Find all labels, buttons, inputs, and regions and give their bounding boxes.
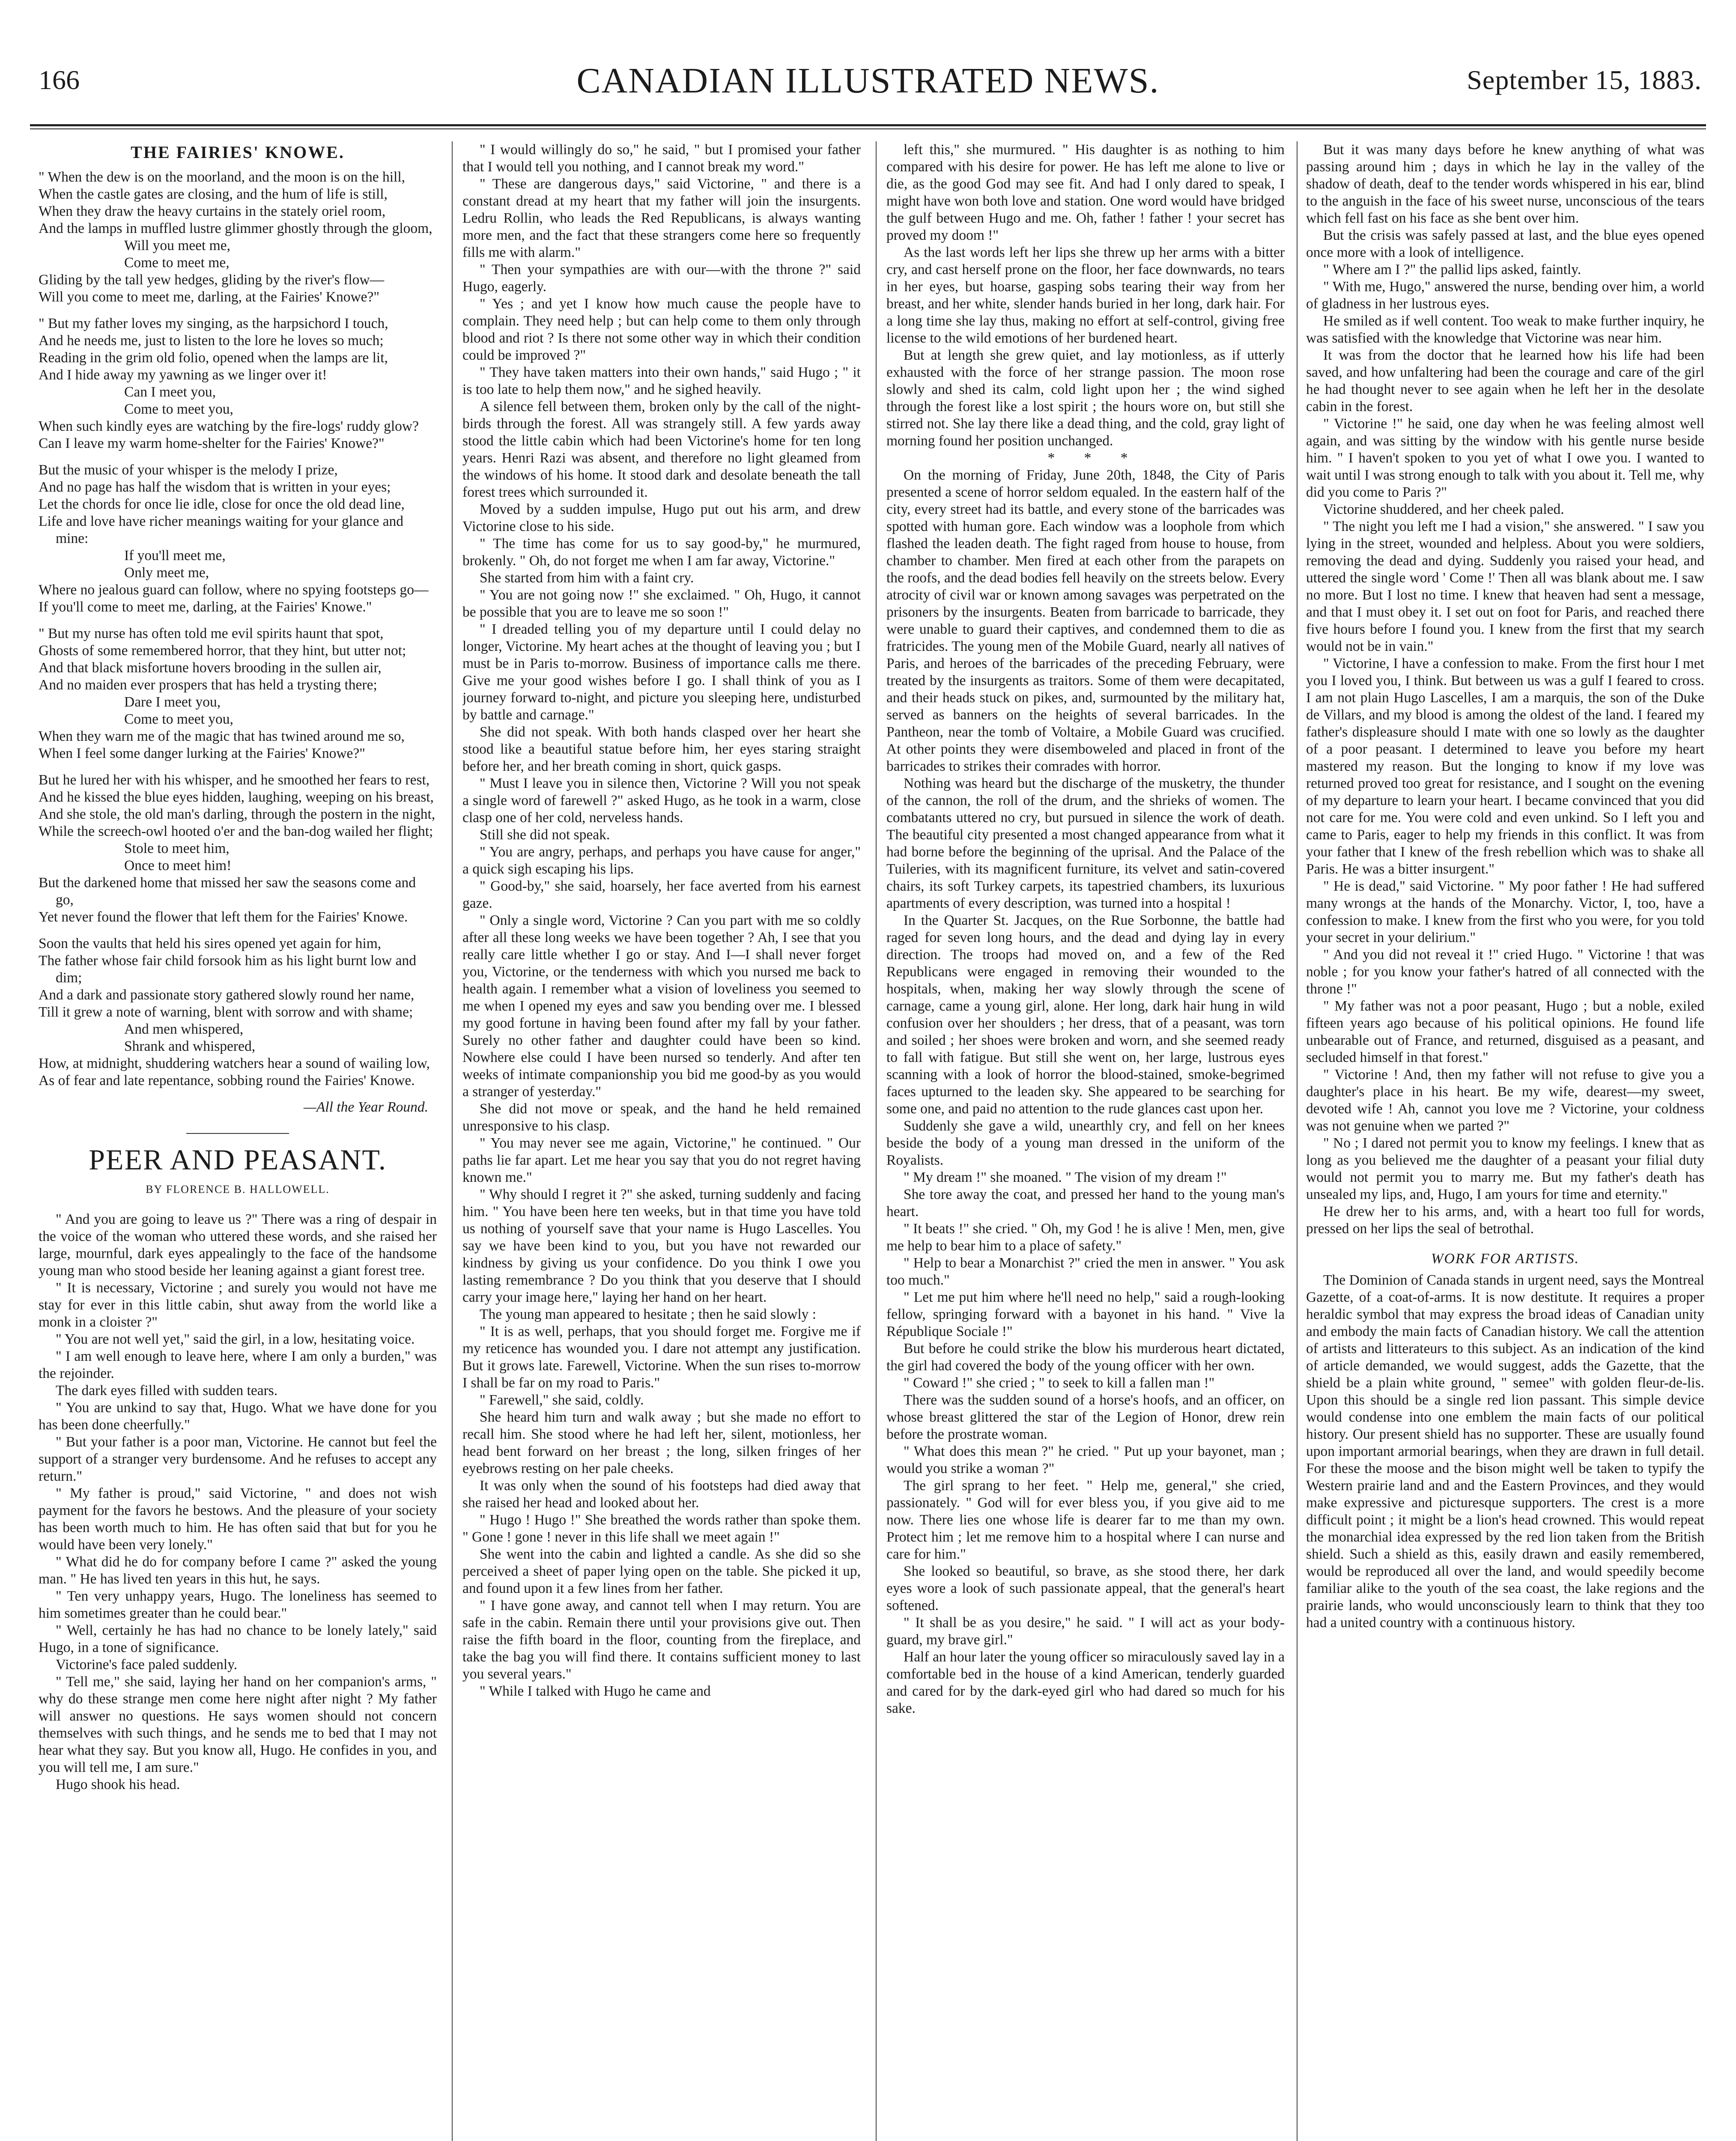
poem-line: " When the dew is on the moorland, and the moon is on the hill, [39,169,406,185]
paragraph: She went into the cabin and lighted a candle. As she did so she perceived a sheet of paper lying open on the table. She picked it up, and found upon it a few lines from her father. [462,1546,861,1596]
poem-line: When they draw the heavy curtains in the stately oriel room, [39,203,386,219]
column-2-text [462,141,861,1700]
paragraph: It was only when the sound of his footsteps had died away that she raised her head and looked about her. [462,1478,861,1511]
poem-line: If you'll come to meet me, darling, at the Fairies' Knowe." [39,599,372,615]
poem-line: And she stole, the old man's darling, through the postern in the night, [39,806,435,822]
paragraph: Moved by a sudden impulse, Hugo put out his arm, and drew Victorine close to his side. [462,501,861,534]
paragraph: " Where am I ?" the pallid lips asked, faintly. [1323,262,1581,277]
story-title: PEER AND PEASANT. [89,1143,387,1176]
paragraph: But it was many days before he knew anything of what was passing around him ; days in which he lay in the valley of the shadow of death, deaf to the tender words whispered in his ear, blind to the anguish in the face of his sweet nurse, unconscious of the tears which fell fast on his face as she bent over him. [1306,142,1704,226]
poem-line: Once to meet him! [124,858,232,874]
paragraph: " Well, certainly he has had no chance to be lonely lately," said Hugo, in a tone of significance. [39,1622,437,1655]
paragraph: " You are unkind to say that, Hugo. What we have done for you has been done cheerfully." [39,1400,437,1433]
poem-stanza [39,169,437,306]
paragraph: " Let me put him where he'll need no help," said a rough-looking fellow, springing forward with a bayonet in his hand. " Vive la République Sociale !" [886,1289,1285,1339]
story-byline: BY FLORENCE B. HALLOWELL. [146,1183,330,1196]
poem-line: Can I meet you, [124,384,216,400]
poem-stanza [39,625,437,762]
poem-line: How, at midnight, shuddering watchers hear a sound of wailing low, [39,1056,430,1071]
paragraph: There was the sudden sound of a horse's hoofs, and an officer, on whose breast glittered the star of the Legion of Honor, drew rein before the prostrate woman. [886,1392,1285,1442]
publication-title: CANADIAN ILLUSTRATED NEWS. [576,61,1160,101]
poem-line: " But my father loves my singing, as the harpsichord I touch, [39,316,388,331]
paragraph: " My father is proud," said Victorine, " and does not wish payment for the favors he bestows. And the pleasure of your society has been worth much to him. He has often said that but for you he would have been very lonely." [39,1485,437,1553]
paragraph: He smiled as if well content. Too weak to make further inquiry, he was satisfied with the knowledge that Victorine was near him. [1306,313,1704,346]
paragraph: But the crisis was safely passed at last, and the blue eyes opened once more with a look of intelligence. [1306,227,1704,260]
newspaper-page [30,17,1706,2141]
paragraph: " I would willingly do so," he said, " but I promised your father that I would tell you nothing, and I cannot break my word." [462,142,861,175]
poem-line: Let the chords for once lie idle, close for once the old dead line, [39,496,405,512]
paragraph: " With me, Hugo," answered the nurse, bending over him, a world of gladness in her lustrous eyes. [1306,279,1704,312]
paragraph: " Hugo ! Hugo !" She breathed the words rather than spoke them. " Gone ! gone ! never in this life shall we meet again !" [462,1512,861,1545]
poem-line: When they warn me of the magic that has twined around me so, [39,728,405,744]
poem-line: And no page has half the wisdom that is written in your eyes; [39,479,391,495]
paragraph: " Ten very unhappy years, Hugo. The loneliness has seemed to him sometimes greater than he could bear." [39,1588,437,1621]
poem-line: When such kindly eyes are watching by the fire-logs' ruddy glow? [39,418,419,434]
poem-line: " But my nurse has often told me evil spirits haunt that spot, [39,626,384,641]
poem-line: But he lured her with his whisper, and he smoothed her fears to rest, [39,772,430,788]
paragraph: She started from him with a faint cry. [480,570,694,586]
paragraph: He drew her to his arms, and, with a heart too full for words, pressed on her lips the seal of betrothal. [1306,1204,1704,1237]
masthead-rule-thin [30,128,1706,129]
page-number: 166 [39,65,80,95]
poem-line: Till it grew a note of warning, blent with sorrow and with shame; [39,1004,413,1020]
paragraph: " You are not well yet," said the girl, in a low, hesitating voice. [56,1331,415,1347]
paragraph: " I am well enough to leave here, where I am only a burden," was the rejoinder. [39,1348,437,1381]
paragraph: On the morning of Friday, June 20th, 1848, the City of Paris presented a scene of horror seldom equaled. In the eastern half of the city, every street had its battle, and every stone of the barricades was spotted with human gore. Each window was a loophole from which flashed the leaden death. The fight raged from house to house, from chamber to chamber. Men fired at each other from the parapets on the roofs, and the dead bodies fell heavily on the streets below. Every atrocity of civil war or known among savages was perpetrated on the prisoners by the insurgents. Beaten from barricade to barricade, they were unable to guard their captives, and condemned them to die as fratricides. The young men of the Mobile Guard, nearly all natives of Paris, and heroes of the barricades of the preceding February, were treated by the insurgents as traitors. Some of them were decapitated, and their heads stuck on pikes, and, surmounted by the military hat, served as banners on the heights of several barricades. In the Pantheon, near the tomb of Voltaire, a Mobile Guard was crucified. At other points they were disemboweled and placed in front of the barricades to strikes their comrades with horror. [886,467,1285,774]
paragraph: A silence fell between them, broken only by the call of the night-birds through the forest. All was strangely still. A few yards away stood the little cabin which had been Victorine's home for ten long years. Henri Razi was absent, and therefore no light gleamed from the windows of his home. It stood dark and desolate beneath the tall forest trees which surrounded it. [462,399,861,500]
poem-stanza [39,935,437,1089]
paragraph: The dark eyes filled with sudden tears. [56,1383,278,1399]
poem-line: Stole to meet him, [124,841,230,856]
poem-line: And I hide away my yawning as we linger over it! [39,367,327,383]
poem-line: Can I leave my warm home-shelter for the Fairies' Knowe?" [39,435,385,451]
column-divider [452,141,453,2141]
paragraph: Suddenly she gave a wild, unearthly cry, and fell on her knees beside the body of a young man dressed in the uniform of the Royalists. [886,1118,1285,1168]
masthead-rule [30,124,1706,126]
paragraph: * * * [1047,450,1141,466]
paragraph: " My dream !" she moaned. " The vision of my dream !" [904,1169,1227,1185]
poem-stanza [39,772,437,926]
paragraph: " Must I leave you in silence then, Victorine ? Will you not speak a single word of farewell ?" asked Hugo, as he took in a warm, close clasp one of her cold, nerveless hands. [462,775,861,826]
paragraph: " They have taken matters into their own hands," said Hugo ; " it is too late to help them now," and he sighed heavily. [462,364,861,397]
paragraph: The young man appeared to hesitate ; then he said slowly : [480,1306,817,1322]
paragraph: " Farewell," she said, coldly. [480,1392,644,1408]
paragraph: " Only a single word, Victorine ? Can you part with me so coldly after all these long weeks we have been together ? Ah, I see that you really care little whether I go or stay. And I—I shall never forget you, Victorine, or the tenderness with which you nursed me back to health again. I remember what a vision of loveliness you seemed to me when I opened my eyes and saw you bending over me. I blessed my good fortune in having been found after my fall by your father. Surely no other father and daughter could have been so kind. Nowhere else could I have been nursed so tenderly. And after ten weeks of intimate companionship you bid me good-by as you would a stranger of yesterday." [462,912,861,1100]
paragraph: Victorine shuddered, and her cheek paled. [1323,501,1564,517]
paragraph: " It beats !" she cried. " Oh, my God ! he is alive ! Men, men, give me help to bear him to a place of safety." [886,1221,1285,1254]
paragraph: " Coward !" she cried ; " to seek to kill a fallen man !" [904,1375,1215,1391]
paragraph: " You may never see me again, Victorine," he continued. " Our paths lie far apart. Let me hear you say that you do not regret having known me." [462,1135,861,1185]
paragraph: She looked so beautiful, so brave, as she stood there, her dark eyes wore a look of such passionate appeal, that the general's heart softened. [886,1563,1285,1613]
poem-line: If you'll meet me, [124,548,226,564]
poem-line: As of fear and late repentance, sobbing round the Fairies' Knowe. [39,1073,415,1088]
poem-line: Yet never found the flower that left them for the Fairies' Knowe. [39,909,408,925]
paragraph: " And you did not reveal it !" cried Hugo. " Victorine ! that was noble ; for you know your father's hatred of all connected with the throne !" [1306,947,1704,997]
poem-line: And men whispered, [124,1021,244,1037]
paragraph: " And you are going to leave us ?" There was a ring of despair in the voice of the woman who uttered these words, and she raised her large, mournful, dark eyes appealingly to the face of the handsome young man who stood beside her leaning against a giant forest tree. [39,1211,437,1279]
column-4 [1306,141,1704,2141]
paragraph: " What does this mean ?" he cried. " Put up your bayonet, man ; would you strike a woman ?" [886,1443,1285,1476]
poem-line: Shrank and whispered, [124,1038,256,1054]
paragraph: Still she did not speak. [480,827,610,843]
column-3-text [886,141,1285,1717]
paragraph: " He is dead," said Victorine. " My poor father ! He had suffered many wrongs at the hands of the Monarchy. Victor, I, too, have a confession to make. I knew from the first who you were, for you told your secret in your delirium." [1306,878,1704,945]
column-divider [1297,141,1298,2141]
poem-line: Gliding by the tall yew hedges, gliding by the river's flow— [39,272,385,288]
paragraph: " My father was not a poor peasant, Hugo ; but a noble, exiled fifteen years ago because of his political opinions. He found life unbearable out of France, and returned, disguised as a peasant, and secluded himself in that forest." [1306,998,1704,1065]
paragraph: " The night you left me I had a vision," she answered. " I saw you lying in the street, wounded and helpless. About you were soldiers, removing the dead and dying. Suddenly you raised your head, and uttered the single word ' Come !' Then all was blank about me. I saw no more. But I lost no time. I knew that heaven had sent a message, and that I must obey it. I set out on foot for Paris, and reached there five hours before I found you. I knew from the first that my search would not be in vain." [1306,519,1704,654]
paragraph: " Help to bear a Monarchist ?" cried the men in answer. " You ask too much." [886,1255,1285,1288]
poem-line: Where no jealous guard can follow, where no spying footsteps go— [39,582,429,598]
poem-credit: —All the Year Round. [304,1099,428,1115]
paragraph: " Why should I regret it ?" she asked, turning suddenly and facing him. " You have been here ten weeks, but in that time you have told us nothing of yourself save that your name is Hugo Lascelles. You say we have been kind to you, but you have not rewarded our kindness by giving us your confidence. Do you think I owe you lasting remembrance ? Do you think that you deserve that I should carry your image here," laying her hand on her heart. [462,1187,861,1305]
poem-line: And he needs me, just to listen to the lore he loves so much; [39,333,384,349]
paragraph: As the last words left her lips she threw up her arms with a bitter cry, and cast herself prone on the floor, her face downwards, no tears in her eyes, but hoarse, gasping sobs tearing their way from her breast, and her white, slender hands buried in her long, dark hair. For a long time she lay thus, making no effort at self-control, giving free license to the wild emotions of her burdened heart. [886,245,1285,346]
poem-line: Reading in the grim old folio, opened when the lamps are lit, [39,350,388,366]
column-1-text [39,1211,437,1793]
poem-line: But the music of your whisper is the melody I prize, [39,462,338,478]
poem-line: Will you meet me, [124,238,230,253]
poem-line: Ghosts of some remembered horror, that they hint, but utter not; [39,643,406,659]
poem-line: And that black misfortune hovers brooding in the sullen air, [39,660,382,676]
paragraph: She tore away the coat, and pressed her hand to the young man's heart. [886,1187,1285,1220]
paragraph: " It shall be as you desire," he said. " I will act as your body-guard, my brave girl." [886,1615,1285,1648]
poem-body [39,169,437,1089]
article-text [1306,1272,1704,1631]
paragraph: In the Quarter St. Jacques, on the Rue Sorbonne, the battle had raged for seven long hours, and the dead and dying lay in every direction. The troops had moved on, and a few of the Red Republicans were engaged in removing their wounded to the hospitals, when, making her way slowly through the scene of carnage, came a young girl, alone. Her long, dark hair hung in wild confusion over her shoulders ; her dress, that of a peasant, was torn and soiled ; her shoes were broken and worn, and she seemed ready to fall with fatigue. But still she went on, her large, lustrous eyes scanning with a look of horror the blood-stained, smoke-begrimed faces upturned to the leaden sky. She appeared to be searching for some one, and paid no attention to the rude glances cast upon her. [886,912,1285,1117]
issue-date: September 15, 1883. [1467,65,1702,95]
paragraph: She did not speak. With both hands clasped over her heart she stood like a beautiful statue before him, her eyes staring straight before her, and her breath coming in short, quick gasps. [462,724,861,774]
paragraph: " Victorine, I have a confession to make. From the first hour I met you I loved you, I think. But between us was a gulf I feared to cross. I am not plain Hugo Lascelles, I am a marquis, the son of the Duke de Villars, and my blood is among the oldest of the land. I feared my father's displeasure should I mate with one so lowly as the daughter of a poor peasant. I determined to leave you before my heart mastered my reason. But the longing to know if my love was returned proved too great for resistance, and I sought on the evening of my departure to learn your heart. I became convinced that you did not care for me. You were cold and even unkind. So I left you and came to Paris, eager to help my friends in this conflict. It was from your father that I knew of the fresh rebellion which was to shake all Paris. He was a bitter insurgent." [1306,656,1704,877]
paragraph: " You are angry, perhaps, and perhaps you have cause for anger," a quick sigh escaping his lips. [462,844,861,877]
paragraph: " But your father is a poor man, Victorine. He cannot but feel the support of a stranger very burdensome. And he refuses to accept any return." [39,1434,437,1484]
column-1 [39,141,437,2141]
poem-line: Soon the vaults that held his sires opened yet again for him, [39,936,382,951]
poem-stanza [39,315,437,452]
paragraph: Hugo shook his head. [56,1777,180,1792]
paragraph: She heard him turn and walk away ; but she made no effort to recall him. She stood where he had left her, silent, motionless, her head bent forward on her breast ; the long, silken fringes of her eyebrows resting on her pale cheeks. [462,1409,861,1476]
paragraph: But at length she grew quiet, and lay motionless, as if utterly exhausted with the force of her strange passion. The moon rose slowly and shed its calm, cold light upon her ; the wind sighed through the forest like a lost spirit ; the hours wore on, but still she stirred not. She lay there like a dead thing, and the cold, gray light of morning found her position unchanged. [886,347,1285,449]
paragraph: left this," she murmured. " His daughter is as nothing to him compared with his desire for power. He has left me alone to live or die, as the good God may see fit. And had I only dared to speak, I might have won both love and station. One word would have bridged the gulf between Hugo and me. Oh, father ! father ! your secret has proved my doom !" [886,142,1285,243]
poem-line: Life and love have richer meanings waiting for your glance and mine: [39,513,404,546]
paragraph: " The time has come for us to say good-by," he murmured, brokenly. " Oh, do not forget me when I am far away, Victorine." [462,536,861,569]
column-2 [462,141,861,2141]
poem-stanza [39,462,437,616]
paragraph: " You are not going now !" she exclaimed. " Oh, Hugo, it cannot be possible that you are to leave me so soon !" [462,587,861,620]
poem-line: And no maiden ever prospers that has held a trysting there; [39,677,377,693]
poem-line: And he kissed the blue eyes hidden, laughing, weeping on his breast, [39,789,434,805]
poem-line: Only meet me, [124,565,209,581]
column-4-text [1306,141,1704,1237]
paragraph: " I have gone away, and cannot tell when I may return. You are safe in the cabin. Remain there until your provisions give out. Then raise the fifth board in the floor, counting from the fireplace, and take the bag you will find there. It contains sufficient money to last you several years." [462,1598,861,1682]
paragraph: " What did he do for company before I came ?" asked the young man. " He has lived ten years in this hut, he says. [39,1554,437,1587]
column-divider [876,141,877,2141]
poem-line: When I feel some danger lurking at the Fairies' Knowe?" [39,745,365,761]
poem-line: Will you come to meet me, darling, at the Fairies' Knowe?" [39,289,380,305]
paragraph: " While I talked with Hugo he came and [480,1683,711,1699]
poem-line: And a dark and passionate story gathered slowly round her name, [39,987,415,1003]
paragraph: " Yes ; and yet I know how much cause the people have to complain. They need help ; but can help come to them only through blood and riot ? Is there not some other way in which their condition could be improved ?" [462,296,861,363]
paragraph: She did not move or speak, and the hand he held remained unresponsive to his clasp. [462,1101,861,1134]
paragraph: " Tell me," she said, laying her hand on her companion's arms, " why do these strange men come here night after night ? My father will answer no questions. He says women should not concern themselves with such things, and he sends me to bed that I may not hear what they say. But you know all, Hugo. He confides in you, and you will tell me, I am sure." [39,1674,437,1775]
paragraph: " It is as well, perhaps, that you should forget me. Forgive me if my reticence has wounded you. I dare not attempt any justification. But it grows late. Farewell, Victorine. When the sun rises to-morrow I shall be far on my road to Paris." [462,1324,861,1391]
paragraph: Nothing was heard but the discharge of the musketry, the thunder of the cannon, the roll of the drum, and the shrieks of women. The combatants uttered no cry, but pursued in silence the work of death. The beautiful city presented a most changed appearance from what it had borne before the beginning of the uprisal. And the Palace of the Tuileries, with its magnificent furniture, its velvet and satin-covered chairs, its soft Turkey carpets, its tapestried chambers, its luxurious apartments of every description, was turned into a hospital ! [886,775,1285,911]
poem-line: Dare I meet you, [124,694,221,710]
paragraph: Victorine's face paled suddenly. [56,1657,238,1673]
poem-line: But the darkened home that missed her saw the seasons come and go, [39,875,416,908]
paragraph: It was from the doctor that he learned how his life had been saved, and how unfaltering had been the courage and care of the girl he had thought never to see again when he left her in the desolate cabin in the forest. [1306,347,1704,414]
poem-line: Come to meet you, [124,711,233,727]
poem-line: And the lamps in muffled lustre glimmer ghostly through the gloom, [39,221,433,236]
paragraph: " Victorine ! And, then my father will not refuse to give you a daughter's place in his heart. Be my wife, dearest—my sweet, devoted wife ! Ah, cannot you love me ? Victorine, your coldness was not genuine when we parted ?" [1306,1067,1704,1134]
poem-line: The father whose fair child forsook him as his light burnt low and dim; [39,953,416,986]
paragraph: " I dreaded telling you of my departure until I could delay no longer, Victorine. My heart aches at the thought of leaving you ; but I must be in Paris to-morrow. Business of importance calls me there. Give me your good wishes before I go. I shall think of you as I journey forward to-night, and picture you sleeping here, undisturbed by battle and carnage." [462,621,861,723]
poem-line: Come to meet you, [124,401,233,417]
poem-line: Come to meet me, [124,255,230,271]
paragraph: " Victorine !" he said, one day when he was feeling almost well again, and was sitting by the window with his gentle nurse beside him. " I haven't spoken to you yet of what I owe you. I wanted to wait until I was strong enough to talk with you about it. Tell me, why did you come to Paris ?" [1306,416,1704,500]
masthead [30,17,1706,101]
poem-line: While the screech-owl hooted o'er and the ban-dog wailed her flight; [39,823,433,839]
poem-line: When the castle gates are closing, and the hum of life is still, [39,186,388,202]
section-divider [186,1133,289,1134]
paragraph: But before he could strike the blow his murderous heart dictated, the girl had covered the body of the young officer with her own. [886,1341,1285,1374]
article-title: WORK FOR ARTISTS. [1431,1251,1579,1267]
paragraph: " These are dangerous days," said Victorine, " and there is a constant dread at my heart that my father will join the insurgents. Ledru Rollin, who leads the Red Republicans, is always wanting more men, and the fact that these strangers come here so frequently fills me with alarm." [462,176,861,260]
paragraph: " No ; I dared not permit you to know my feelings. I knew that as long as you believed me the daughter of a peasant your filial duty would not permit you to marry me. But my father's death has unsealed my lips, and, Hugo, I am yours for time and eternity." [1306,1135,1704,1202]
paragraph: " It is necessary, Victorine ; and surely you would not have me stay for ever in this little cabin, shut away from the world like a monk in a cloister ?" [39,1280,437,1330]
column-3 [886,141,1285,2141]
paragraph: Half an hour later the young officer so miraculously saved lay in a comfortable bed in the house of a kind American, tenderly guarded and cared for by the dark-eyed girl who had dared so much for his sake. [886,1649,1285,1716]
paragraph: " Good-by," she said, hoarsely, her face averted from his earnest gaze. [462,878,861,911]
paragraph: " Then your sympathies are with our—with the throne ?" said Hugo, eagerly. [462,262,861,295]
paragraph: The Dominion of Canada stands in urgent need, says the Montreal Gazette, of a coat-of-arms. It is now destitute. It requires a proper heraldic symbol that may express the broad ideas of Canadian unity and embody the main facts of Canadian history. We call the attention of artists and litterateurs to this subject. As an indication of the kind of article demanded, we would suggest, adds the Gazette, that the shield be a plain white ground, " semee" with golden fleur-de-lis. Upon this should be a single red lion passant. This simple device would condense into one emblem the main facts of our political history. Our present shield has no supporter. These are usually found upon important armorial bearings, when they are drawn in full detail. For these the moose and the bison might well be taken to typify the Western prairie land and and the Eastern Provinces, and they would make expressive and picturesque supporters. The crest is a more difficult point ; it might be a lion's head crowned. This would repeat the monarchial idea expressed by the red lion taken from the British shield. Such a shield as this, easily drawn and easily remembered, would be reproduced all over the land, and would speedily become familiar alike to the youth of the sea coast, the lake regions and the prairie lands, who would unconsciously learn to think that they too had a united country with a continuous history. [1306,1272,1704,1631]
paragraph: The girl sprang to her feet. " Help me, general," she cried, passionately. " God will for ever bless you, if you give aid to me now. There lies one whose life is dearer far to me than my own. Protect him ; let me remove him to a hospital where I can nurse and care for him." [886,1478,1285,1562]
poem-title: THE FAIRIES' KNOWE. [131,143,345,162]
